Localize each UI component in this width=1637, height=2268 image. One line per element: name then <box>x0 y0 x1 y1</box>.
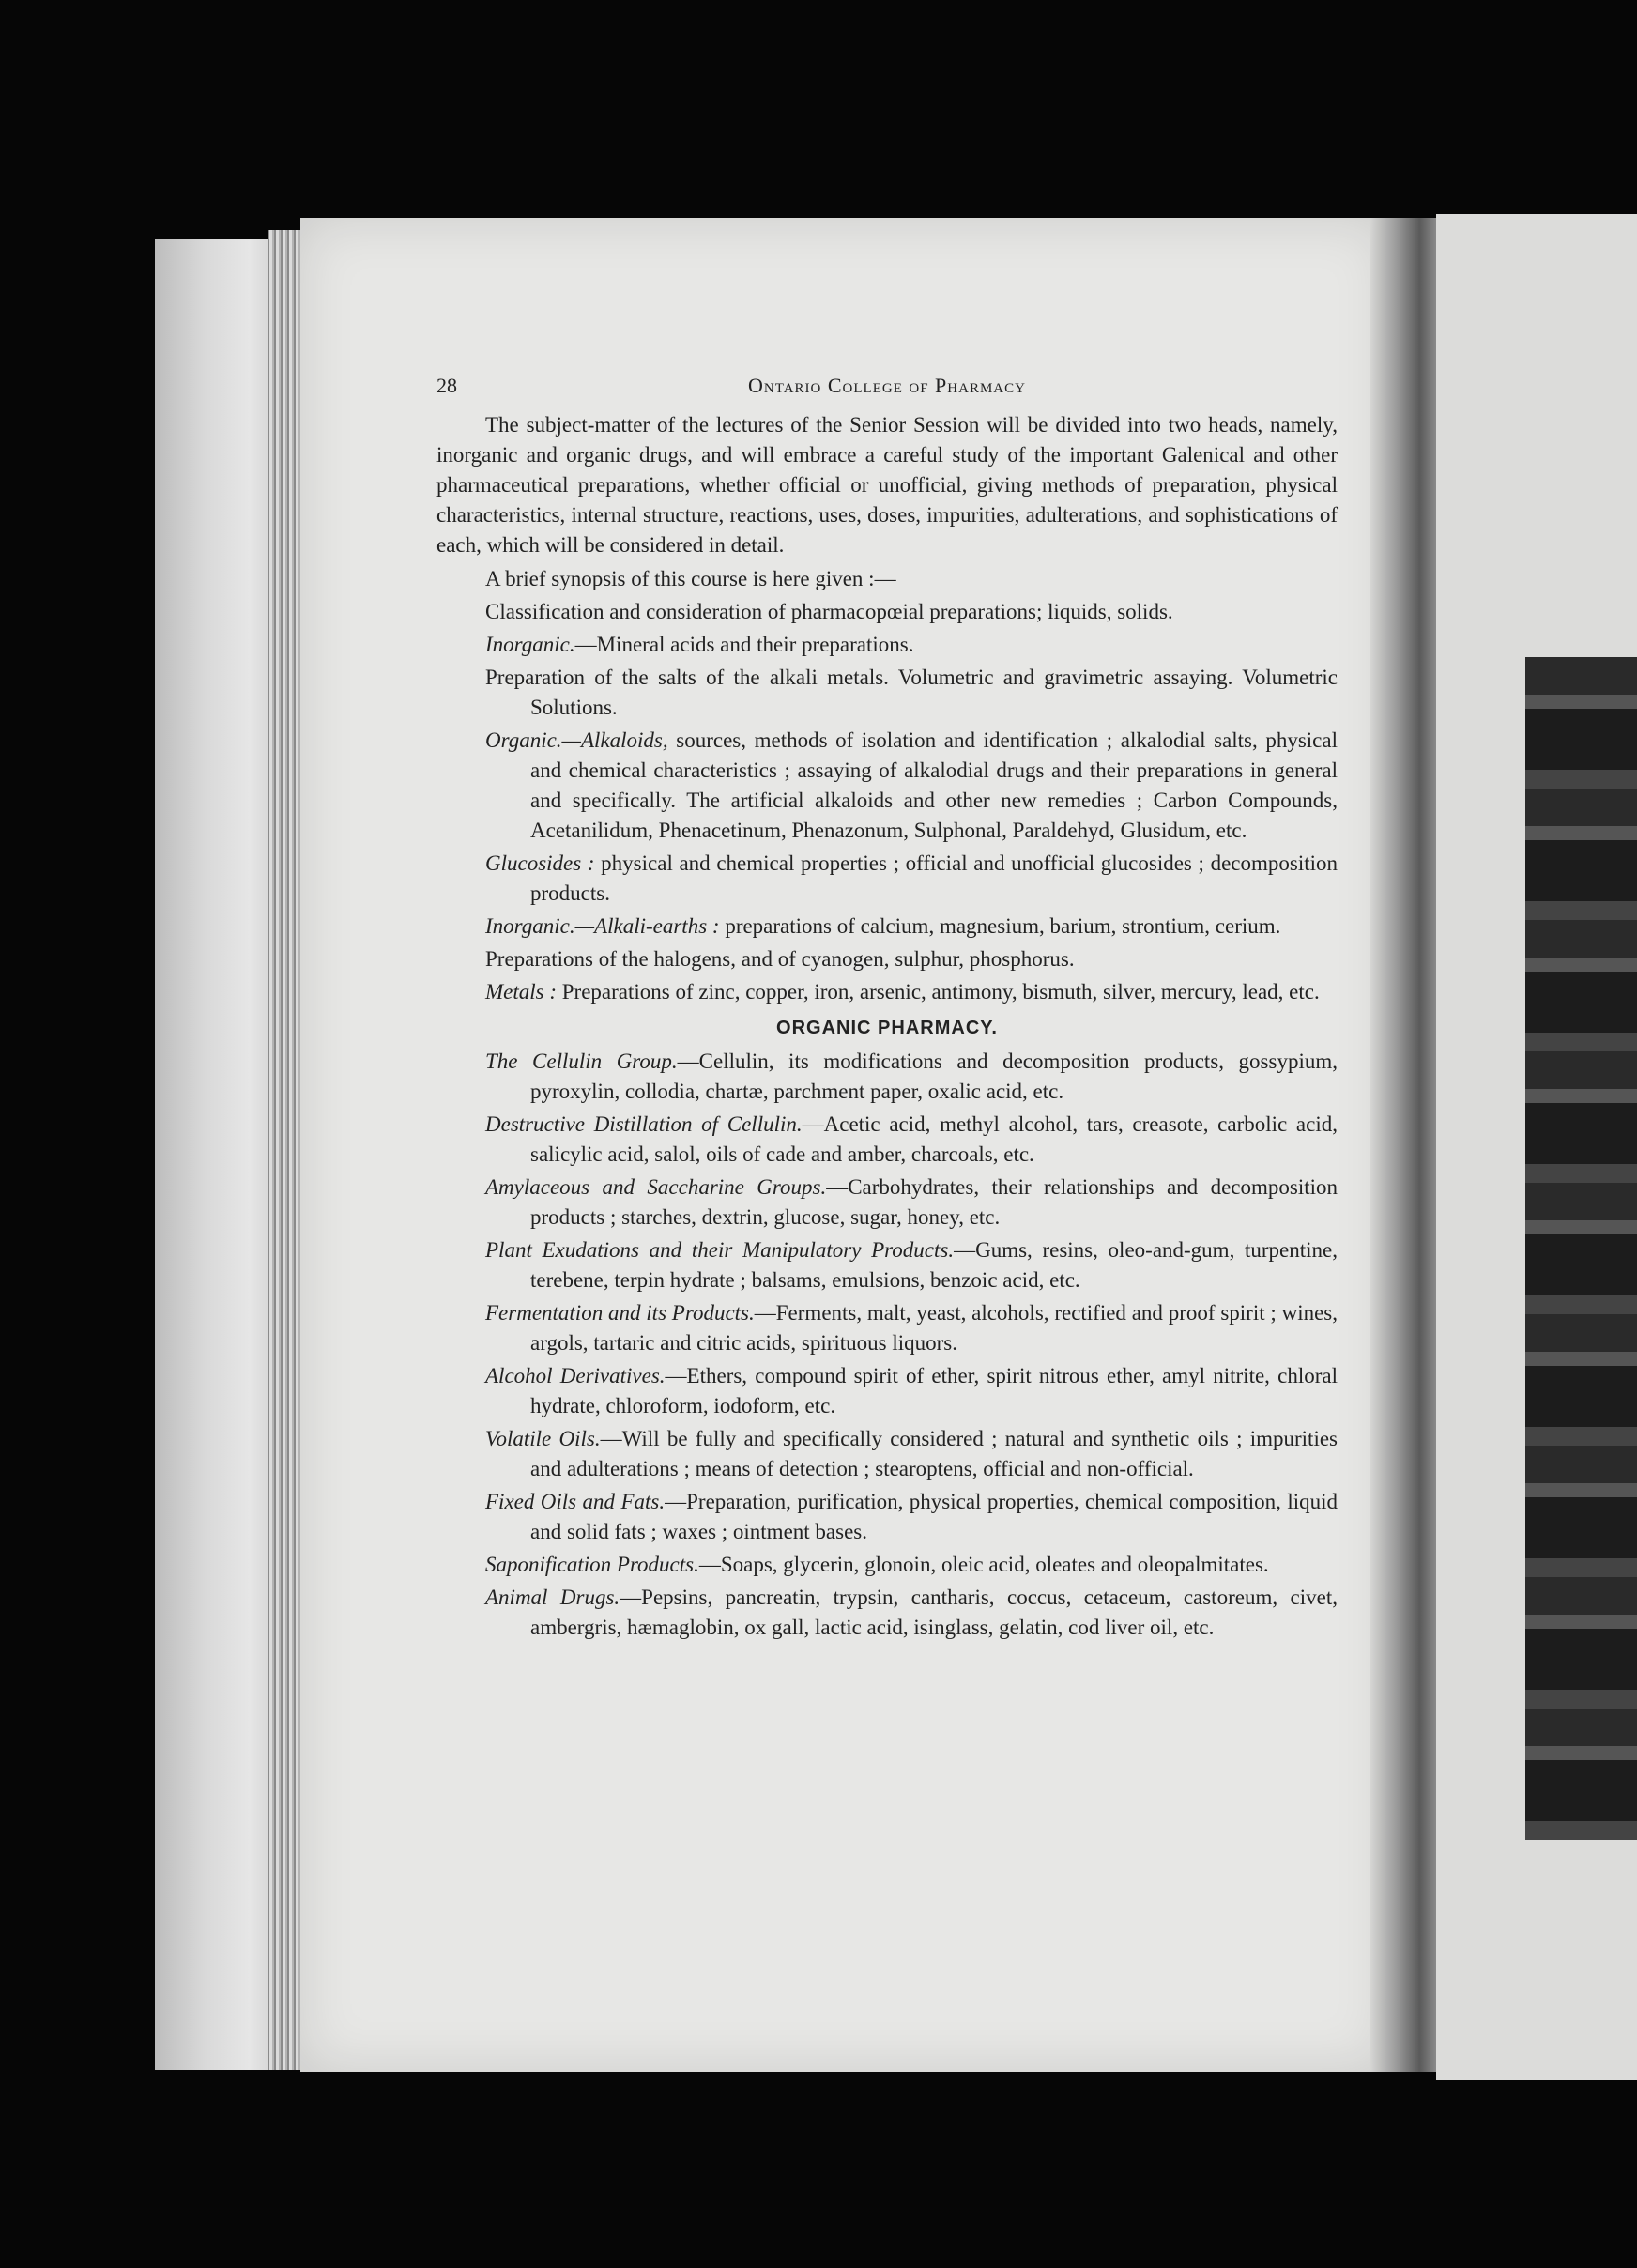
organic-label: Saponification Products. <box>485 1553 699 1576</box>
synopsis-list <box>436 597 1338 1007</box>
organic-item <box>436 1235 1338 1295</box>
synopsis-label: Inorganic.—Alkali-earths : <box>485 914 720 938</box>
synopsis-text: Preparations of the halogens, and of cyanogen, sulphur, phosphorus. <box>485 947 1075 971</box>
organic-label: Fermentation and its Products. <box>485 1301 755 1325</box>
synopsis-label: Glucosides : <box>485 851 595 875</box>
book-gutter <box>1370 218 1436 2072</box>
section-heading: ORGANIC PHARMACY. <box>776 1018 998 1038</box>
synopsis-item <box>436 912 1338 942</box>
synopsis-intro: A brief synopsis of this course is here given :— <box>485 567 896 590</box>
book-leaf-edges <box>268 230 305 2070</box>
organic-text: —Pepsins, pancreatin, trypsin, cantharis, coccus, cetaceum, castoreum, civet, ambergris, hæmaglobin, ox gall, lactic acid, isinglass, gelatin, cod liver oil, etc. <box>530 1586 1338 1639</box>
organic-item <box>436 1172 1338 1233</box>
organic-label: Alcohol Derivatives. <box>485 1364 666 1387</box>
synopsis-text: Preparations of zinc, copper, iron, arsenic, antimony, bismuth, silver, mercury, lead, etc. <box>557 980 1320 1004</box>
organic-item <box>436 1298 1338 1358</box>
organic-text: —Will be fully and specifically considered ; natural and synthetic oils ; impurities and adulterations ; means of detection ; stearoptens, official and non-official. <box>530 1427 1338 1480</box>
organic-label: Plant Exudations and their Manipulatory Products. <box>485 1238 955 1262</box>
organic-label: Fixed Oils and Fats. <box>485 1490 666 1513</box>
organic-text: —Acetic acid, methyl alcohol, tars, creasote, carbolic acid, salicylic acid, salol, oils of cade and amber, charcoals, etc. <box>530 1112 1338 1166</box>
organic-label: The Cellulin Group. <box>485 1050 678 1073</box>
organic-item <box>436 1361 1338 1421</box>
organic-item <box>436 1424 1338 1484</box>
synopsis-item <box>436 977 1338 1007</box>
synopsis-item <box>436 630 1338 660</box>
synopsis-text: physical and chemical properties ; official and unofficial glucosides ; decomposition products. <box>530 851 1339 905</box>
organic-label: Animal Drugs. <box>485 1586 620 1609</box>
organic-item <box>436 1047 1338 1107</box>
synopsis-item <box>436 726 1338 846</box>
synopsis-text: —Mineral acids and their preparations. <box>574 633 914 656</box>
synopsis-text: sources, methods of isolation and identification ; alkalodial salts, physical and chemical characteristics ; assaying of alkalodial drugs and their preparations in general and specifically. The artificial alkaloids and other new remedies ; Carbon Compounds, Acetanilidum, Phenacetinum, Phenazonum, Sulphonal, Paraldehyd, Glusidum, etc. <box>530 728 1338 842</box>
organic-text: —Carbohydrates, their relationships and decomposition products ; starches, dextrin, glucose, sugar, honey, etc. <box>530 1175 1338 1229</box>
page-number: 28 <box>436 374 457 397</box>
page-text <box>436 371 1338 1643</box>
synopsis-item <box>436 944 1338 974</box>
organic-text: —Ethers, compound spirit of ether, spirit nitrous ether, amyl nitrite, chloral hydrate, chloroform, iodoform, etc. <box>530 1364 1338 1418</box>
synopsis-text: preparations of calcium, magnesium, barium, strontium, cerium. <box>719 914 1281 938</box>
organic-list <box>436 1047 1338 1643</box>
previous-page-edge <box>155 239 282 2070</box>
organic-item <box>436 1110 1338 1170</box>
organic-label: Amylaceous and Saccharine Groups. <box>485 1175 827 1199</box>
synopsis-item <box>436 849 1338 909</box>
organic-text: —Ferments, malt, yeast, alcohols, rectified and proof spirit ; wines, argols, tartaric and citric acids, spirituous liquors. <box>530 1301 1339 1355</box>
synopsis-text: Classification and consideration of pharmacopœial preparations; liquids, solids. <box>485 600 1173 623</box>
synopsis-item <box>436 597 1338 627</box>
organic-item <box>436 1550 1338 1580</box>
organic-text: —Preparation, purification, physical properties, chemical composition, liquid and solid fats ; waxes ; ointment bases. <box>530 1490 1338 1543</box>
synopsis-label: Organic.—Alkaloids, <box>485 728 668 752</box>
synopsis-item <box>436 663 1338 723</box>
facing-page-photo <box>1525 657 1637 1840</box>
organic-label: Destructive Distillation of Cellulin. <box>485 1112 803 1136</box>
running-head <box>436 371 1338 405</box>
running-title: Ontario College of Pharmacy <box>748 374 1026 397</box>
organic-item <box>436 1583 1338 1643</box>
synopsis-text: Preparation of the salts of the alkali metals. Volumetric and gravimetric assaying. Volumetric Solutions. <box>485 666 1338 719</box>
synopsis-label: Metals : <box>485 980 558 1004</box>
organic-item <box>436 1487 1338 1547</box>
intro-paragraph: The subject-matter of the lectures of the Senior Session will be divided into two heads, namely, inorganic and organic drugs, and will embrace a careful study of the important Galenical and other pharmaceutical preparations, whether official or unofficial, giving methods of preparation, physical characteristics, internal structure, reactions, uses, doses, impurities, adulterations, and sophistications of each, which will be considered in detail. <box>436 413 1338 557</box>
synopsis-label: Inorganic. <box>485 633 575 656</box>
organic-label: Volatile Oils. <box>485 1427 601 1450</box>
organic-text: —Soaps, glycerin, glonoin, oleic acid, oleates and oleopalmitates. <box>698 1553 1269 1576</box>
organic-text: —Cellulin, its modifications and decomposition products, gossypium, pyroxylin, collodia, chartæ, parchment paper, oxalic acid, etc. <box>530 1050 1338 1103</box>
organic-text: —Gums, resins, oleo-and-gum, turpentine, terebene, terpin hydrate ; balsams, emulsions, benzoic acid, etc. <box>530 1238 1338 1292</box>
